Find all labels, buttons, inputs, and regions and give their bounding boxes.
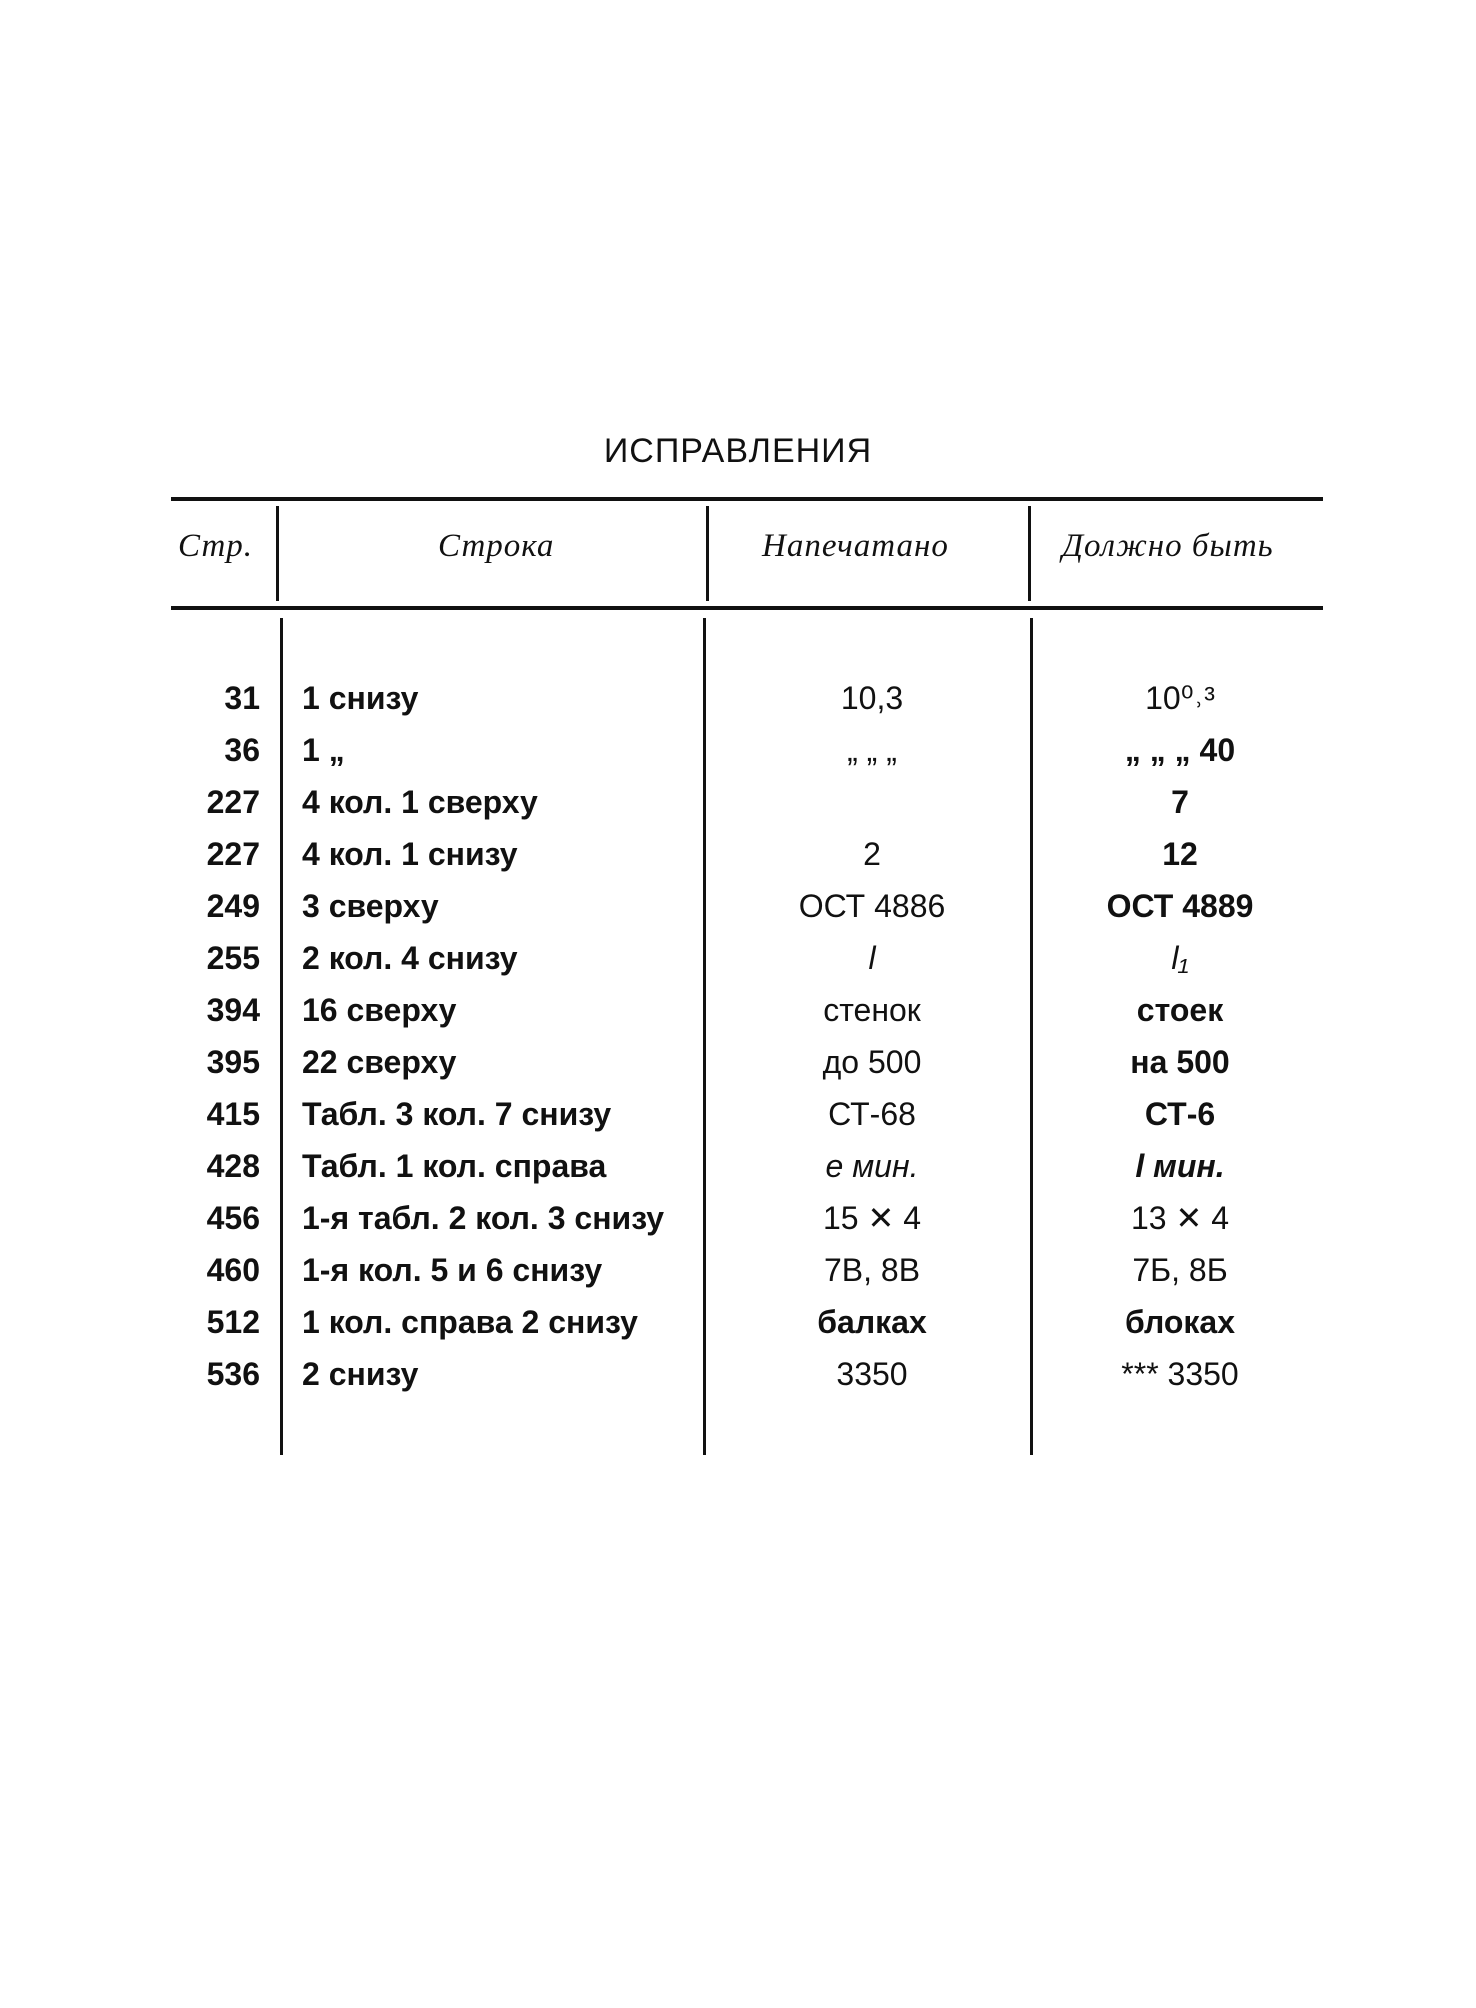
printed-value: до 500 <box>822 1044 922 1080</box>
corrected-value: 12 <box>1162 836 1198 872</box>
line-reference: 3 сверху <box>302 888 439 924</box>
header-divider <box>276 506 279 601</box>
table-row <box>0 984 1476 1036</box>
page-number: 31 <box>224 680 260 716</box>
table-row <box>0 880 1476 932</box>
corrected-value: блоках <box>1124 1304 1236 1340</box>
line-reference: 4 кол. 1 сверху <box>302 784 538 820</box>
table-row <box>0 1036 1476 1088</box>
corrected-value: СТ-6 <box>1144 1096 1216 1132</box>
printed-value: 2 <box>863 836 881 872</box>
page-number: 536 <box>206 1356 260 1392</box>
header-bottom-rule <box>171 606 1323 610</box>
page-number: 36 <box>224 732 260 768</box>
table-row <box>0 1296 1476 1348</box>
corrected-value: 7 <box>1171 784 1189 820</box>
page-number: 249 <box>206 888 260 924</box>
page-number: 456 <box>206 1200 260 1236</box>
printed-value: СТ-68 <box>828 1096 916 1132</box>
corrected-value: l мин. <box>1135 1148 1225 1184</box>
printed-value: e мин. <box>825 1148 919 1184</box>
printed-value: „ „ „ <box>847 732 897 768</box>
table-row <box>0 1192 1476 1244</box>
table-top-rule <box>171 497 1323 501</box>
line-reference: 1-я кол. 5 и 6 снизу <box>302 1252 603 1288</box>
corrected-value: стоек <box>1136 992 1224 1028</box>
corrected-value: 13 ✕ 4 <box>1131 1200 1229 1236</box>
line-reference: 1-я табл. 2 кол. 3 снизу <box>302 1200 665 1236</box>
table-row <box>0 1348 1476 1400</box>
printed-value: 15 ✕ 4 <box>823 1200 921 1236</box>
line-reference: 2 снизу <box>302 1356 419 1392</box>
printed-value: l <box>868 940 876 976</box>
line-reference: 16 сверху <box>302 992 457 1028</box>
line-reference: 22 сверху <box>302 1044 457 1080</box>
column-header-page: Стр. <box>178 528 254 564</box>
page-number: 227 <box>206 836 260 872</box>
page-number: 255 <box>206 940 260 976</box>
header-divider <box>706 506 709 601</box>
page-title: ИСПРАВЛЕНИЯ <box>603 432 873 470</box>
errata-table-body <box>0 672 1476 1400</box>
line-reference: 4 кол. 1 снизу <box>302 836 518 872</box>
column-header-line: Строка <box>438 528 555 564</box>
line-reference: 1 „ <box>302 732 345 768</box>
printed-value: 3350 <box>836 1356 908 1392</box>
table-row <box>0 1244 1476 1296</box>
line-reference: 1 снизу <box>302 680 419 716</box>
corrected-value: „ „ „ 40 <box>1124 732 1236 768</box>
column-header-printed: Напечатано <box>762 528 949 564</box>
page-number: 394 <box>206 992 260 1028</box>
corrected-value: 10⁰˒³ <box>1145 680 1215 716</box>
printed-value: ОСТ 4886 <box>798 888 946 924</box>
header-divider <box>1028 506 1031 601</box>
printed-value: балках <box>817 1304 927 1340</box>
page-number: 395 <box>206 1044 260 1080</box>
printed-value: 10,3 <box>840 680 904 716</box>
table-row <box>0 1140 1476 1192</box>
table-row <box>0 932 1476 984</box>
page-number: 512 <box>206 1304 260 1340</box>
table-row <box>0 724 1476 776</box>
line-reference: 1 кол. справа 2 снизу <box>302 1304 638 1340</box>
printed-value: стенок <box>823 992 921 1028</box>
printed-value: 7В, 8В <box>823 1252 921 1288</box>
table-row <box>0 828 1476 880</box>
corrected-value: на 500 <box>1130 1044 1230 1080</box>
table-row <box>0 672 1476 724</box>
corrected-value: *** 3350 <box>1121 1356 1239 1392</box>
page-number: 428 <box>206 1148 260 1184</box>
page-number: 460 <box>206 1252 260 1288</box>
corrected-value: 7Б, 8Б <box>1132 1252 1228 1288</box>
line-reference: 2 кол. 4 снизу <box>302 940 518 976</box>
line-reference: Табл. 1 кол. справа <box>302 1148 607 1184</box>
table-row <box>0 1088 1476 1140</box>
page-number: 227 <box>206 784 260 820</box>
page-number: 415 <box>206 1096 260 1132</box>
table-row <box>0 776 1476 828</box>
corrected-value: ОСТ 4889 <box>1106 888 1254 924</box>
corrected-value: l₁ <box>1171 940 1189 976</box>
line-reference: Табл. 3 кол. 7 снизу <box>302 1096 612 1132</box>
column-header-should-be: Должно быть <box>1062 528 1274 564</box>
